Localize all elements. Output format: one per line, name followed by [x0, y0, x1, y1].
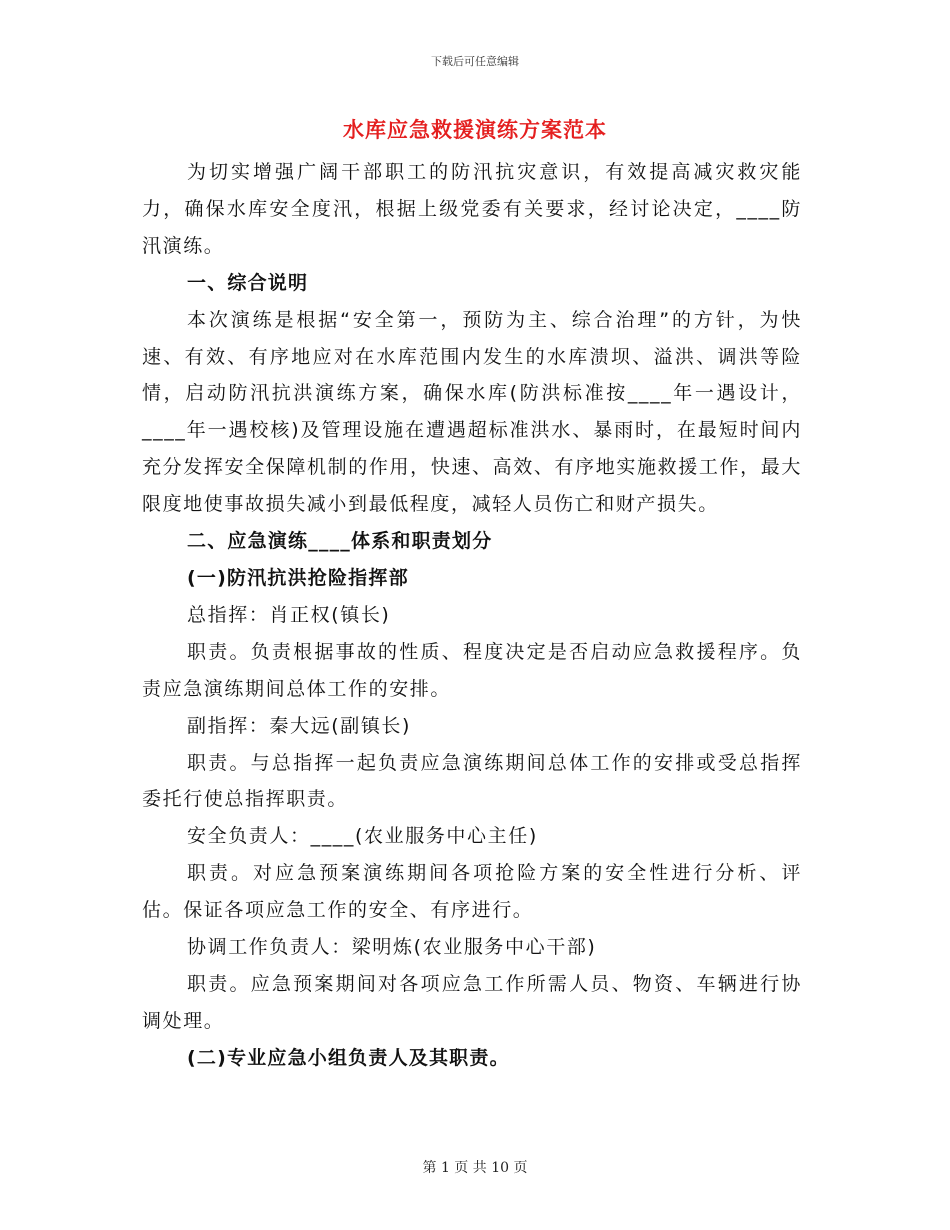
section-heading-organization: 二、应急演练____体系和职责划分: [187, 530, 493, 553]
subsection-heading-command: (一)防汛抗洪抢险指挥部: [187, 566, 409, 589]
subsection-heading-teams: (二)专业应急小组负责人及其职责。: [187, 1046, 510, 1069]
coordinator-duty: 职责。应急预案期间对各项应急工作所需人员、物资、车辆进行协调处理。: [142, 972, 802, 1032]
page-footer: 第 1 页 共 10 页: [422, 1160, 528, 1176]
overview-paragraph: 本次演练是根据“安全第一，预防为主、综合治理”的方针，为快速、有效、有序地应对在水库范围内发生的水库溃坝、溢洪、调洪等险情，启动防汛抗洪演练方案，确保水库(防洪标准按____年一遇设计，____年一遇校核)及管理设施在遭遇超标准洪水、暴雨时，在最短时间内充分发挥安全保障机制的作用，快速、高效、有序地实施救援工作，最大限度地使事故损失减小到最低程度，减轻人员伤亡和财产损失。: [142, 308, 802, 516]
page-header: 下载后可任意编辑: [431, 55, 519, 68]
safety-officer-line: 安全负责人：____(农业服务中心主任): [187, 825, 538, 848]
intro-paragraph: 为切实增强广阔干部职工的防汛抗灾意识，有效提高减灾救灾能力，确保水库安全度汛，根据上级党委有关要求，经讨论决定，____防汛演练。: [142, 161, 802, 257]
section-heading-overview: 一、综合说明: [187, 271, 309, 294]
deputy-commander-duty: 职责。与总指挥一起负责应急演练期间总体工作的安排或受总指挥委托行使总指挥职责。: [142, 751, 802, 811]
deputy-commander-line: 副指挥：秦大远(副镇长): [187, 714, 412, 737]
document-body: [142, 154, 802, 1077]
coordinator-line: 协调工作负责人：梁明炼(农业服务中心干部): [187, 936, 597, 959]
commander-line: 总指挥：肖正权(镇长): [187, 603, 391, 626]
commander-duty: 职责。负责根据事故的性质、程度决定是否启动应急救援程序。负责应急演练期间总体工作的安排。: [142, 640, 802, 700]
document-title: 水库应急救援演练方案范本: [343, 118, 607, 142]
safety-officer-duty: 职责。对应急预案演练期间各项抢险方案的安全性进行分析、评估。保证各项应急工作的安全、有序进行。: [142, 862, 802, 922]
